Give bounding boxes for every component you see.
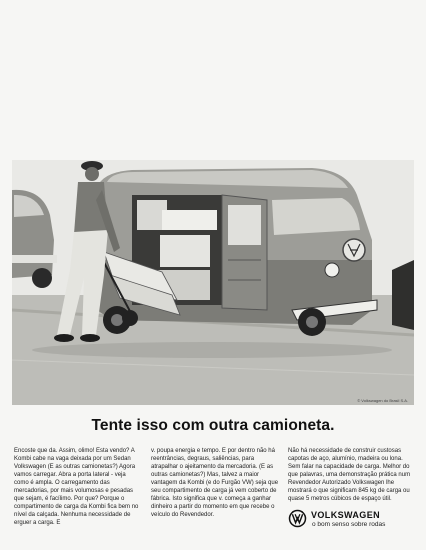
vw-logo-icon: [288, 509, 307, 528]
photo-credit: © Volkswagen do Brasil S.A.: [357, 398, 408, 403]
body-text-2: v. poupa energia e tempo. E por dentro não há reentrâncias, degraus, saliências, para atrapalhar o ajeitamento da mercadoria. (E as outras camionetas?) Mas, talvez a maior vantagem da Kombi (e do Furgão VW) seja que seu compartimento de carga já vem coberto de fábrica. Isto significa que v. começa a ganhar dinheiro a partir do momento em que recebe o veículo do Revendedor.: [151, 448, 279, 518]
body-text-1: Encoste que da. Assim, olimo! Esta vendo? A Kombi cabe na vaga deixada por um Sedan Volkswagen (E as outras camionetas?) Agora vamos carregar. Abra a porta lateral - veja como é ampla. O carregamento das mercadorias, por mais volumosas e pesadas que sejam, é facílimo. Por que? Porque o compartimento de carga da Kombi fica bem no nível da calçada. Nenhuma necessidade de erguer a carga. E: [14, 448, 139, 526]
kombi-loading-illustration: [12, 160, 414, 405]
brand-name: VOLKSWAGEN: [311, 510, 381, 520]
body-column-3: [288, 447, 416, 503]
body-column-1: [14, 447, 142, 527]
body-column-2: [151, 447, 279, 519]
headline: Tente isso com outra camioneta.: [91, 417, 335, 434]
body-text-3: Não há necessidade de construir custosas capotas de aço, alumínio, madeira ou lona. Sem falar na capacidade de carga. Melhor do que palavras, uma demonstração prática num Revendedor Autorizado Volkswagen lhe mostrará o que significam 845 kg de carga ou quase 5 metros cúbicos de espaço útil.: [288, 448, 411, 502]
kombi-van: [97, 168, 377, 336]
advertisement-photo: [12, 160, 414, 405]
brand-tagline: o bom senso sobre rodas: [312, 521, 386, 528]
